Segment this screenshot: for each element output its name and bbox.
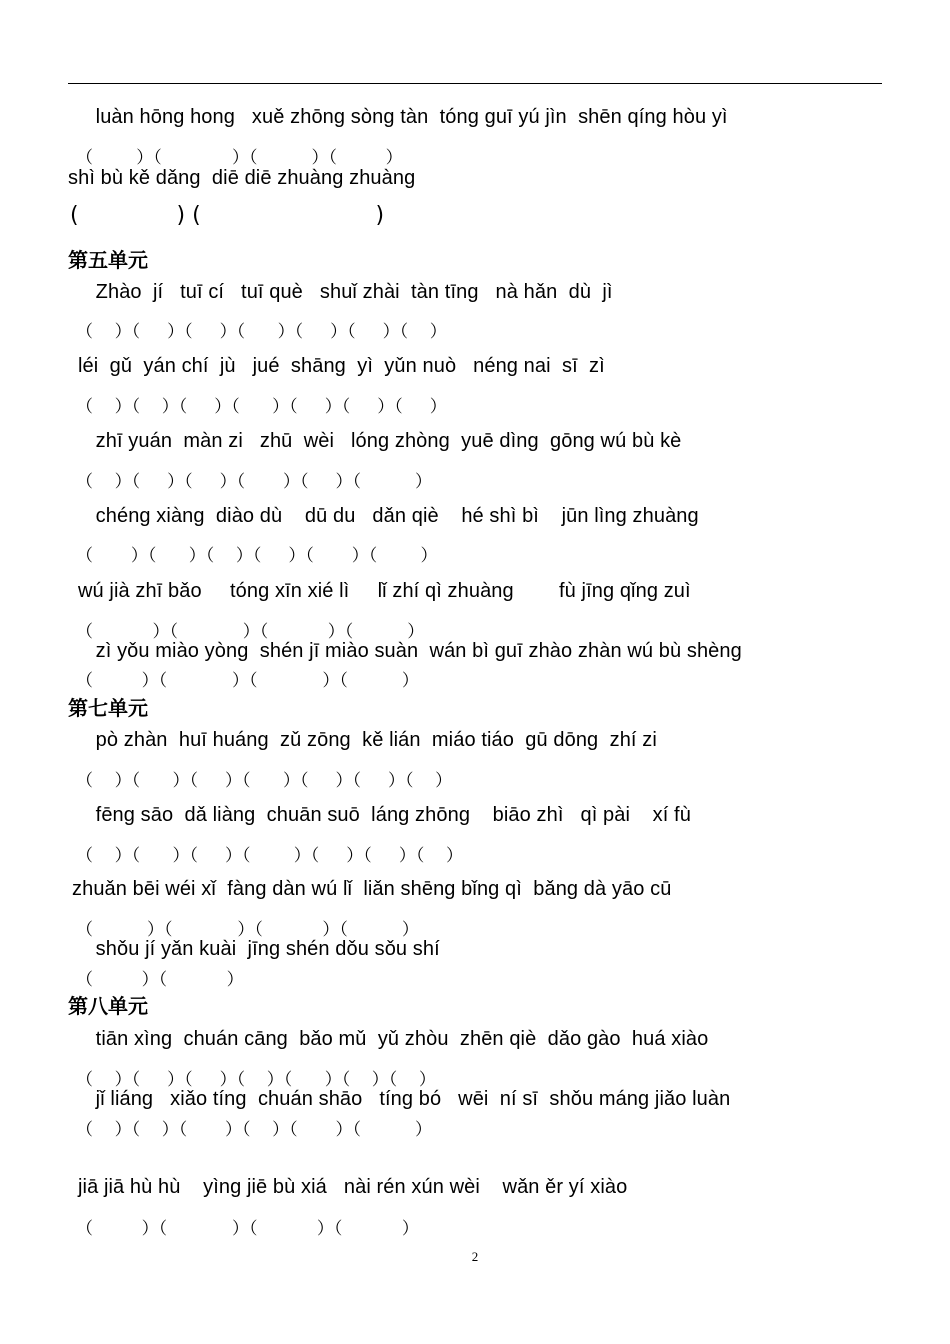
answer-brackets: （ ）（ ）（ ）（ ）（ ）（ ）（ ）: [76, 1070, 436, 1090]
pinyin-line: tiān xìng chuán cāng bǎo mǔ yǔ zhòu zhēn qiè dǎo gào huá xiào: [90, 1028, 709, 1050]
answer-brackets: （ ）（ ）（ ）（ ）（ ）（ ）（ ）: [76, 322, 447, 342]
pinyin-line: zì yǒu miào yòng shén jī miào suàn wán bì guī zhào zhàn wú bù shèng: [90, 640, 742, 662]
pinyin-line: jiā jiā hù hù yìng jiē bù xiá nài rén xún wèi wǎn ěr yí xiào: [78, 1176, 628, 1198]
answer-brackets: （ ）（ ）（ ）（ ）: [76, 1219, 419, 1239]
pinyin-line: chéng xiàng diào dù dū du dǎn qiè hé shì bì jūn lìng zhuàng: [90, 505, 699, 527]
pinyin-line: pò zhàn huī huáng zǔ zōng kě lián miáo tiáo gū dōng zhí zi: [90, 729, 657, 751]
unit-heading: 第八单元: [68, 994, 148, 1018]
answer-brackets: （ ）（ ）（ ）（ ）（ ）（ ）: [76, 1120, 433, 1140]
pinyin-line: zhuǎn bēi wéi xǐ fàng dàn wú lǐ liǎn shēng bǐng qì bǎng dà yāo cū: [72, 878, 672, 900]
pinyin-line: shǒu jí yǎn kuài jīng shén dǒu sǒu shí: [90, 938, 440, 960]
pinyin-line: luàn hōng hong xuě zhōng sòng tàn tóng guī yú jìn shēn qíng hòu yì: [90, 106, 728, 128]
answer-brackets: （ ）（ ）（ ）（ ）: [76, 671, 419, 691]
unit-heading: 第五单元: [68, 248, 148, 272]
header-rule: [68, 83, 882, 84]
pinyin-line: Zhào jí tuī cí tuī què shuǐ zhài tàn tīng nà hǎn dù jì: [90, 281, 613, 303]
pinyin-line: shì bù kě dǎng diē diē zhuàng zhuàng: [68, 167, 416, 189]
pinyin-line: wú jià zhī bǎo tóng xīn xié lì lǐ zhí qì zhuàng fù jīng qǐng zuì: [78, 580, 691, 602]
answer-brackets: （ ）（ ）（ ）（ ）: [76, 920, 419, 940]
pinyin-line: jǐ liáng xiǎo tíng chuán shāo tíng bó wēi ní sī shǒu máng jiǎo luàn: [90, 1088, 731, 1110]
answer-brackets: （ ）（ ）（ ）（ ）（ ）（ ）（ ）: [76, 846, 463, 866]
answer-brackets: （ ）（ ）: [76, 970, 244, 990]
answer-brackets: （ ）（ ）（ ）（ ）（ ）（ ）（ ）: [76, 397, 447, 417]
pinyin-line: zhī yuán màn zi zhū wèi lóng zhòng yuē dìng gōng wú bù kè: [90, 430, 682, 452]
pinyin-line: léi gǔ yán chí jù jué shāng yì yǔn nuò néng nai sī zì: [78, 355, 605, 377]
page-number: 2: [471, 1249, 479, 1264]
answer-brackets: （ ）（ ）（ ）（ ）: [76, 148, 403, 168]
answer-brackets: （ ）（ ）（ ）（ ）: [76, 622, 425, 642]
answer-brackets: ( ) ( ): [70, 203, 385, 228]
answer-brackets: （ ）（ ）（ ）（ ）（ ）（ ）: [76, 472, 433, 492]
pinyin-line: fēng sāo dǎ liàng chuān suō láng zhōng biāo zhì qì pài xí fù: [90, 804, 691, 826]
unit-heading: 第七单元: [68, 696, 148, 720]
answer-brackets: （ ）（ ）（ ）（ ）（ ）（ ）: [76, 546, 438, 566]
answer-brackets: （ ）（ ）（ ）（ ）（ ）（ ）（ ）: [76, 771, 453, 791]
